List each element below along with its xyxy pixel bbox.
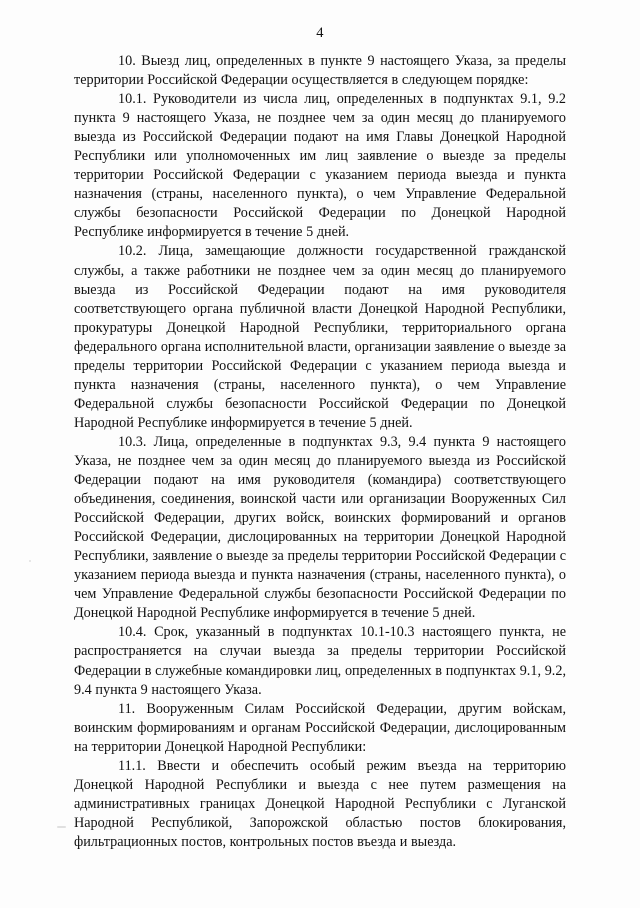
scan-artifact — [57, 826, 66, 828]
paragraph-item-11-1: 11.1. Ввести и обеспечить особый режим въезда на территорию Донецкой Народной Республики и выезда с нее путем размещения на административных границах Донецкой Народной Республики с Луганской Народной Республикой, Запорожской областью постов блокирования, фильтрационных постов, контрольных постов въезда и выезда. — [74, 757, 566, 850]
paragraph-item-10-3: 10.3. Лица, определенные в подпунктах 9.3, 9.4 пункта 9 настоящего Указа, не позднее чем за один месяц до планируемого выезда из Российской Федерации подают на имя руководителя (командира) соответствующего объединения, соединения, воинской части или организации Вооруженных Сил Российской Федерации, других войск, воинских формирований и органов Российской Федерации, дислоцированных на территории Донецкой Народной Республики, заявление о выезде за пределы территории Российской Федерации с указанием периода выезда и пункта назначения (страны, населенного пункта), о чем Управление Федеральной службы безопасности Российской Федерации по Донецкой Народной Республике информируется в течение 5 дней. — [74, 433, 566, 622]
paragraph-item-10-2: 10.2. Лица, замещающие должности государственной гражданской службы, а также работники не позднее чем за один месяц до планируемого выезда из Российской Федерации подают на имя руководителя соответствующего органа публичной власти Донецкой Народной Республики, прокуратуры Донецкой Народной Республики, территориального органа федерального органа исполнительной власти, организации заявление о выезде за пределы территории Российской Федерации с указанием периода выезда и пункта назначения (страны, населенного пункта), о чем Управление Федеральной службы безопасности Российской Федерации по Донецкой Народной Республике информируется в течение 5 дней. — [74, 243, 566, 431]
paragraph-item-10-4: 10.4. Срок, указанный в подпунктах 10.1-10.3 настоящего пункта, не распространяется на случаи выезда за пределы территории Российской Федерации в служебные командировки лиц, определенных в подпунктах 9.1, 9.2, 9.4 пункта 9 настоящего Указа. — [74, 624, 566, 698]
paragraph-item-10-1: 10.1. Руководители из числа лиц, определенных в подпунктах 9.1, 9.2 пункта 9 настоящего Указа, не позднее чем за один месяц до планируемого выезда из Российской Федерации подают на имя Главы Донецкой Народной Республики или уполномоченных им лиц заявление о выезде за пределы территории Российской Федерации с указанием периода выезда и пункта назначения (страны, населенного пункта), о чем Управление Федеральной службы безопасности Российской Федерации по Донецкой Народной Республике информируется в течение 5 дней. — [74, 91, 566, 241]
document-body — [74, 52, 566, 852]
paragraph-item-11: 11. Вооруженным Силам Российской Федерации, другим войскам, воинским формированиям и органам Российской Федерации, дислоцированным на территории Донецкой Народной Республики: — [74, 700, 566, 755]
paragraph-item-10: 10. Выезд лиц, определенных в пункте 9 настоящего Указа, за пределы территории Российской Федерации осуществляется в следующем порядке: — [74, 53, 566, 89]
page-number: 4 — [316, 25, 324, 41]
scan-artifact — [29, 560, 31, 562]
